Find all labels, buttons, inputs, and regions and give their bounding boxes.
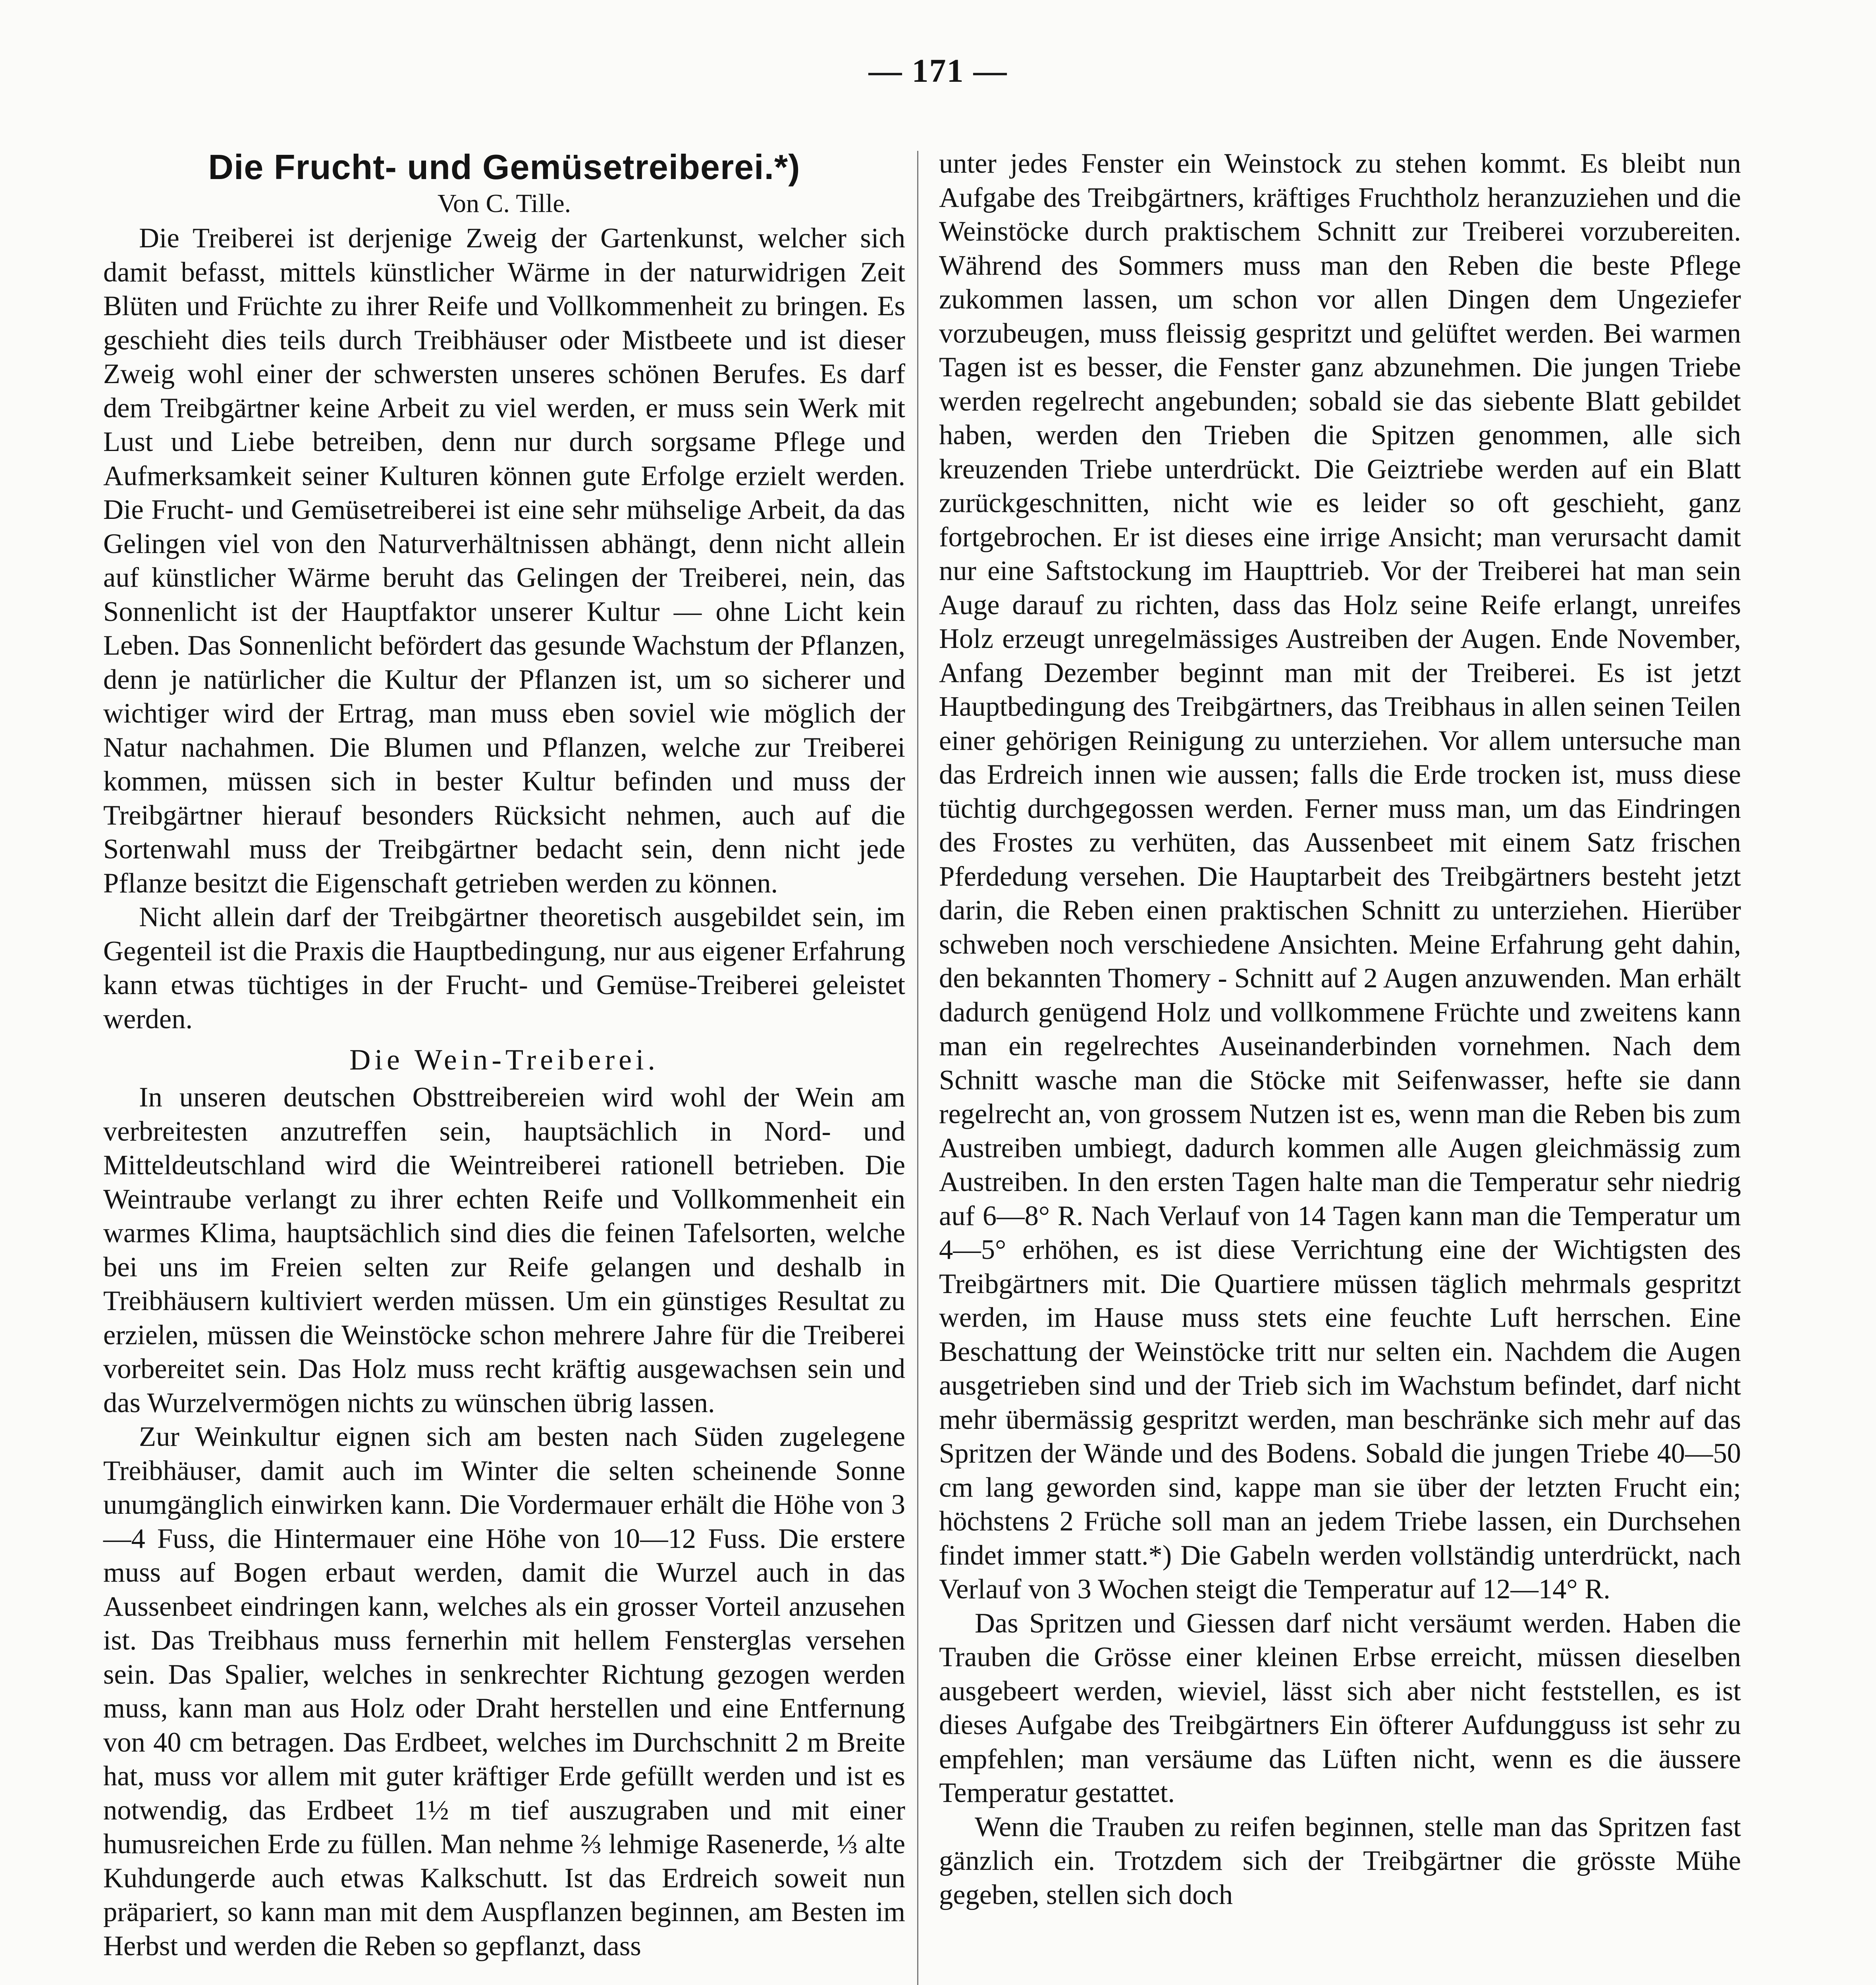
article-title: Die Frucht- und Gemüsetreiberei.*)	[208, 147, 800, 187]
page-number: — 171 —	[868, 52, 1008, 89]
article-author: Von C. Tille.	[437, 189, 571, 218]
right-column	[939, 147, 1741, 1912]
paragraph: Das Spritzen und Giessen darf nicht versäumt werden. Haben die Trauben die Grösse einer kleinen Erbse erreicht, müssen dieselben ausgebeert werden, wieviel, lässt sich aber nicht feststellen, es ist dieses Aufgabe des Treibgärtners Ein öfterer Aufdungguss ist sehr zu empfehlen; man versäume das Lüften nicht, wenn es die äussere Temperatur gestattet.	[939, 1607, 1741, 1808]
paragraph: Wenn die Trauben zu reifen beginnen, stelle man das Spritzen fast gänzlich ein. Trotzdem sich der Treibgärtner die grösste Mühe gegeben, stellen sich doch	[939, 1811, 1741, 1910]
paragraph: Die Treiberei ist derjenige Zweig der Gartenkunst, welcher sich damit befasst, mittels künstlicher Wärme in der naturwidrigen Zeit Blüten und Früchte zu ihrer Reife und Vollkommenheit zu bringen. Es geschieht dies teils durch Treibhäuser oder Mistbeete und ist dieser Zweig wohl einer der schwersten unseres schönen Berufes. Es darf dem Treibgärtner keine Arbeit zu viel werden, er muss sein Werk mit Lust und Liebe betreiben, denn nur durch sorgsame Pflege und Aufmerksamkeit seiner Kulturen können gute Erfolge erzielt werden. Die Frucht- und Gemüsetreiberei ist eine sehr mühselige Arbeit, da das Gelingen viel von den Naturverhältnissen abhängt, denn nicht allein auf künstlicher Wärme beruht das Gelingen der Treiberei, nein, das Sonnenlicht ist der Hauptfaktor unserer Kultur — ohne Licht kein Leben. Das Sonnenlicht befördert das gesunde Wachstum der Pflanzen, denn je natürlicher die Kultur der Pflanzen ist, um so sicherer und wichtiger wird der Ertrag, man muss eben soviel wie möglich der Natur nachahmen. Die Blumen und Pflanzen, welche zur Treiberei kommen, müssen sich in bester Kultur befinden und muss der Treibgärtner hierauf besonders Rücksicht nehmen, auch auf die Sortenwahl muss der Treibgärtner bedacht sein, denn nicht jede Pflanze besitzt die Eigenschaft getrieben werden zu können.	[103, 223, 905, 899]
paragraph: In unseren deutschen Obsttreibereien wird wohl der Wein am verbreitesten anzutreffen sein, hauptsächlich in Nord- und Mitteldeutschland wird die Weintreiberei rationell betrieben. Die Weintraube verlangt zu ihrer echten Reife und Vollkommenheit ein warmes Klima, hauptsächlich sind dies die feinen Tafelsorten, welche bei uns im Freien selten zur Reife gelangen und deshalb in Treibhäusern kultiviert werden müssen. Um ein günstiges Resultat zu erzielen, müssen die Weinstöcke schon mehrere Jahre für die Treiberei vorbereitet sein. Das Holz muss recht kräftig ausgewachsen sein und das Wurzelvermögen nichts zu wünschen übrig lassen.	[103, 1082, 905, 1418]
paragraph: unter jedes Fenster ein Weinstock zu stehen kommt. Es bleibt nun Aufgabe des Treibgärtners, kräftiges Fruchtholz heranzuziehen und die Weinstöcke durch praktischem Schnitt zur Treiberei vorzubereiten. Während des Sommers muss man den Reben die beste Pflege zukommen lassen, um schon vor allen Dingen dem Ungeziefer vorzubeugen, muss fleissig gespritzt und gelüftet werden. Bei warmen Tagen ist es besser, die Fenster ganz abzunehmen. Die jungen Triebe werden regelrecht angebunden; sobald sie das siebente Blatt gebildet haben, werden den Trieben die Spitzen genommen, alle sich kreuzenden Triebe unterdrückt. Die Geiztriebe werden auf ein Blatt zurückgeschnitten, nicht wie es leider so oft geschieht, ganz fortgebrochen. Er ist dieses eine irrige Ansicht; man verursacht damit nur eine Saftstockung im Haupttrieb. Vor der Treiberei hat man sein Auge darauf zu richten, dass das Holz seine Reife erlangt, unreifes Holz erzeugt unregelmässiges Austreiben der Augen. Ende November, Anfang Dezember beginnt man mit der Treiberei. Es ist jetzt Hauptbedingung des Treibgärtners, das Treibhaus in allen seinen Teilen einer gehörigen Reinigung zu unterziehen. Vor allem untersuche man das Erdreich innen wie aussen; falls die Erde trocken ist, muss diese tüchtig durchgegossen werden. Ferner muss man, um das Eindringen des Frostes zu verhüten, das Aussenbeet mit einem Satz frischen Pferdedung versehen. Die Hauptarbeit des Treibgärtners besteht jetzt darin, die Reben einen praktischen Schnitt zu unterziehen. Hierüber schweben noch verschiedene Ansichten. Meine Erfahrung geht dahin, den bekannten Thomery - Schnitt auf 2 Augen anzuwenden. Man erhält dadurch genügend Holz und vollkommene Früchte und zweitens kann man ein regelrechtes Auseinanderbinden vornehmen. Nach dem Schnitt wasche man die Stöcke mit Seifenwasser, hefte sie dann regelrecht an, von grossem Nutzen ist es, wenn man die Reben bis zum Austreiben umbiegt, dadurch kommen alle Augen gleichmässig zum Austreiben. In den ersten Tagen halte man die Temperatur sehr niedrig auf 6—8° R. Nach Verlauf von 14 Tagen kann man die Temperatur um 4—5° erhöhen, es ist diese Verrichtung eine der Wichtigsten des Treibgärtners mit. Die Quartiere müssen täglich mehrmals gespritzt werden, im Hause muss stets eine feuchte Luft herrschen. Eine Beschattung der Weinstöcke tritt nur selten ein. Nachdem die Augen ausgetrieben sind und der Trieb sich im Wachstum befindet, darf nicht mehr übermässig gespritzt werden, man beschränke sich mehr auf das Spritzen der Wände und des Bodens. Sobald die jungen Triebe 40—50 cm lang geworden sind, kappe man sie über der letzten Frucht ein; höchstens 2 Früche soll man an jedem Triebe lassen, ein Durchsehen findet immer statt.*) Die Gabeln werden vollständig unterdrückt, nach Verlauf von 3 Wochen steigt die Temperatur auf 12—14° R.	[939, 148, 1741, 1605]
paragraph: Nicht allein darf der Treibgärtner theoretisch ausgebildet sein, im Gegenteil ist die Praxis die Hauptbedingung, nur aus eigener Erfahrung kann etwas tüchtiges in der Frucht- und Gemüse-Treiberei geleistet werden.	[103, 902, 905, 1035]
section-heading: Die Wein-Treiberei.	[349, 1044, 659, 1076]
column-divider	[917, 151, 918, 1985]
paragraph: Zur Weinkultur eignen sich am besten nach Süden zugelegene Treibhäuser, damit auch im Winter die selten scheinende Sonne unumgänglich einwirken kann. Die Vordermauer erhält die Höhe von 3—4 Fuss, die Hintermauer eine Höhe von 10—12 Fuss. Die erstere muss auf Bogen erbaut werden, damit die Wurzel auch in das Aussenbeet eindringen kann, welches als ein grosser Vorteil anzusehen ist. Das Treibhaus muss fernerhin mit hellem Fensterglas versehen sein. Das Spalier, welches in senkrechter Richtung gezogen werden muss, kann man aus Holz oder Draht herstellen und eine Entfernung von 40 cm betragen. Das Erdbeet, welches im Durchschnitt 2 m Breite hat, muss vor allem mit guter kräftiger Erde gefüllt werden und ist es notwendig, das Erdbeet 1½ m tief auszugraben und mit einer humusreichen Erde zu füllen. Man nehme ⅔ lehmige Rasenerde, ⅓ alte Kuhdungerde auch etwas Kalkschutt. Ist das Erdreich soweit nun präpariert, so kann man mit dem Auspflanzen beginnen, am Besten im Herbst und werden die Reben so gepflanzt, dass	[103, 1421, 905, 1962]
left-column	[103, 147, 905, 1963]
